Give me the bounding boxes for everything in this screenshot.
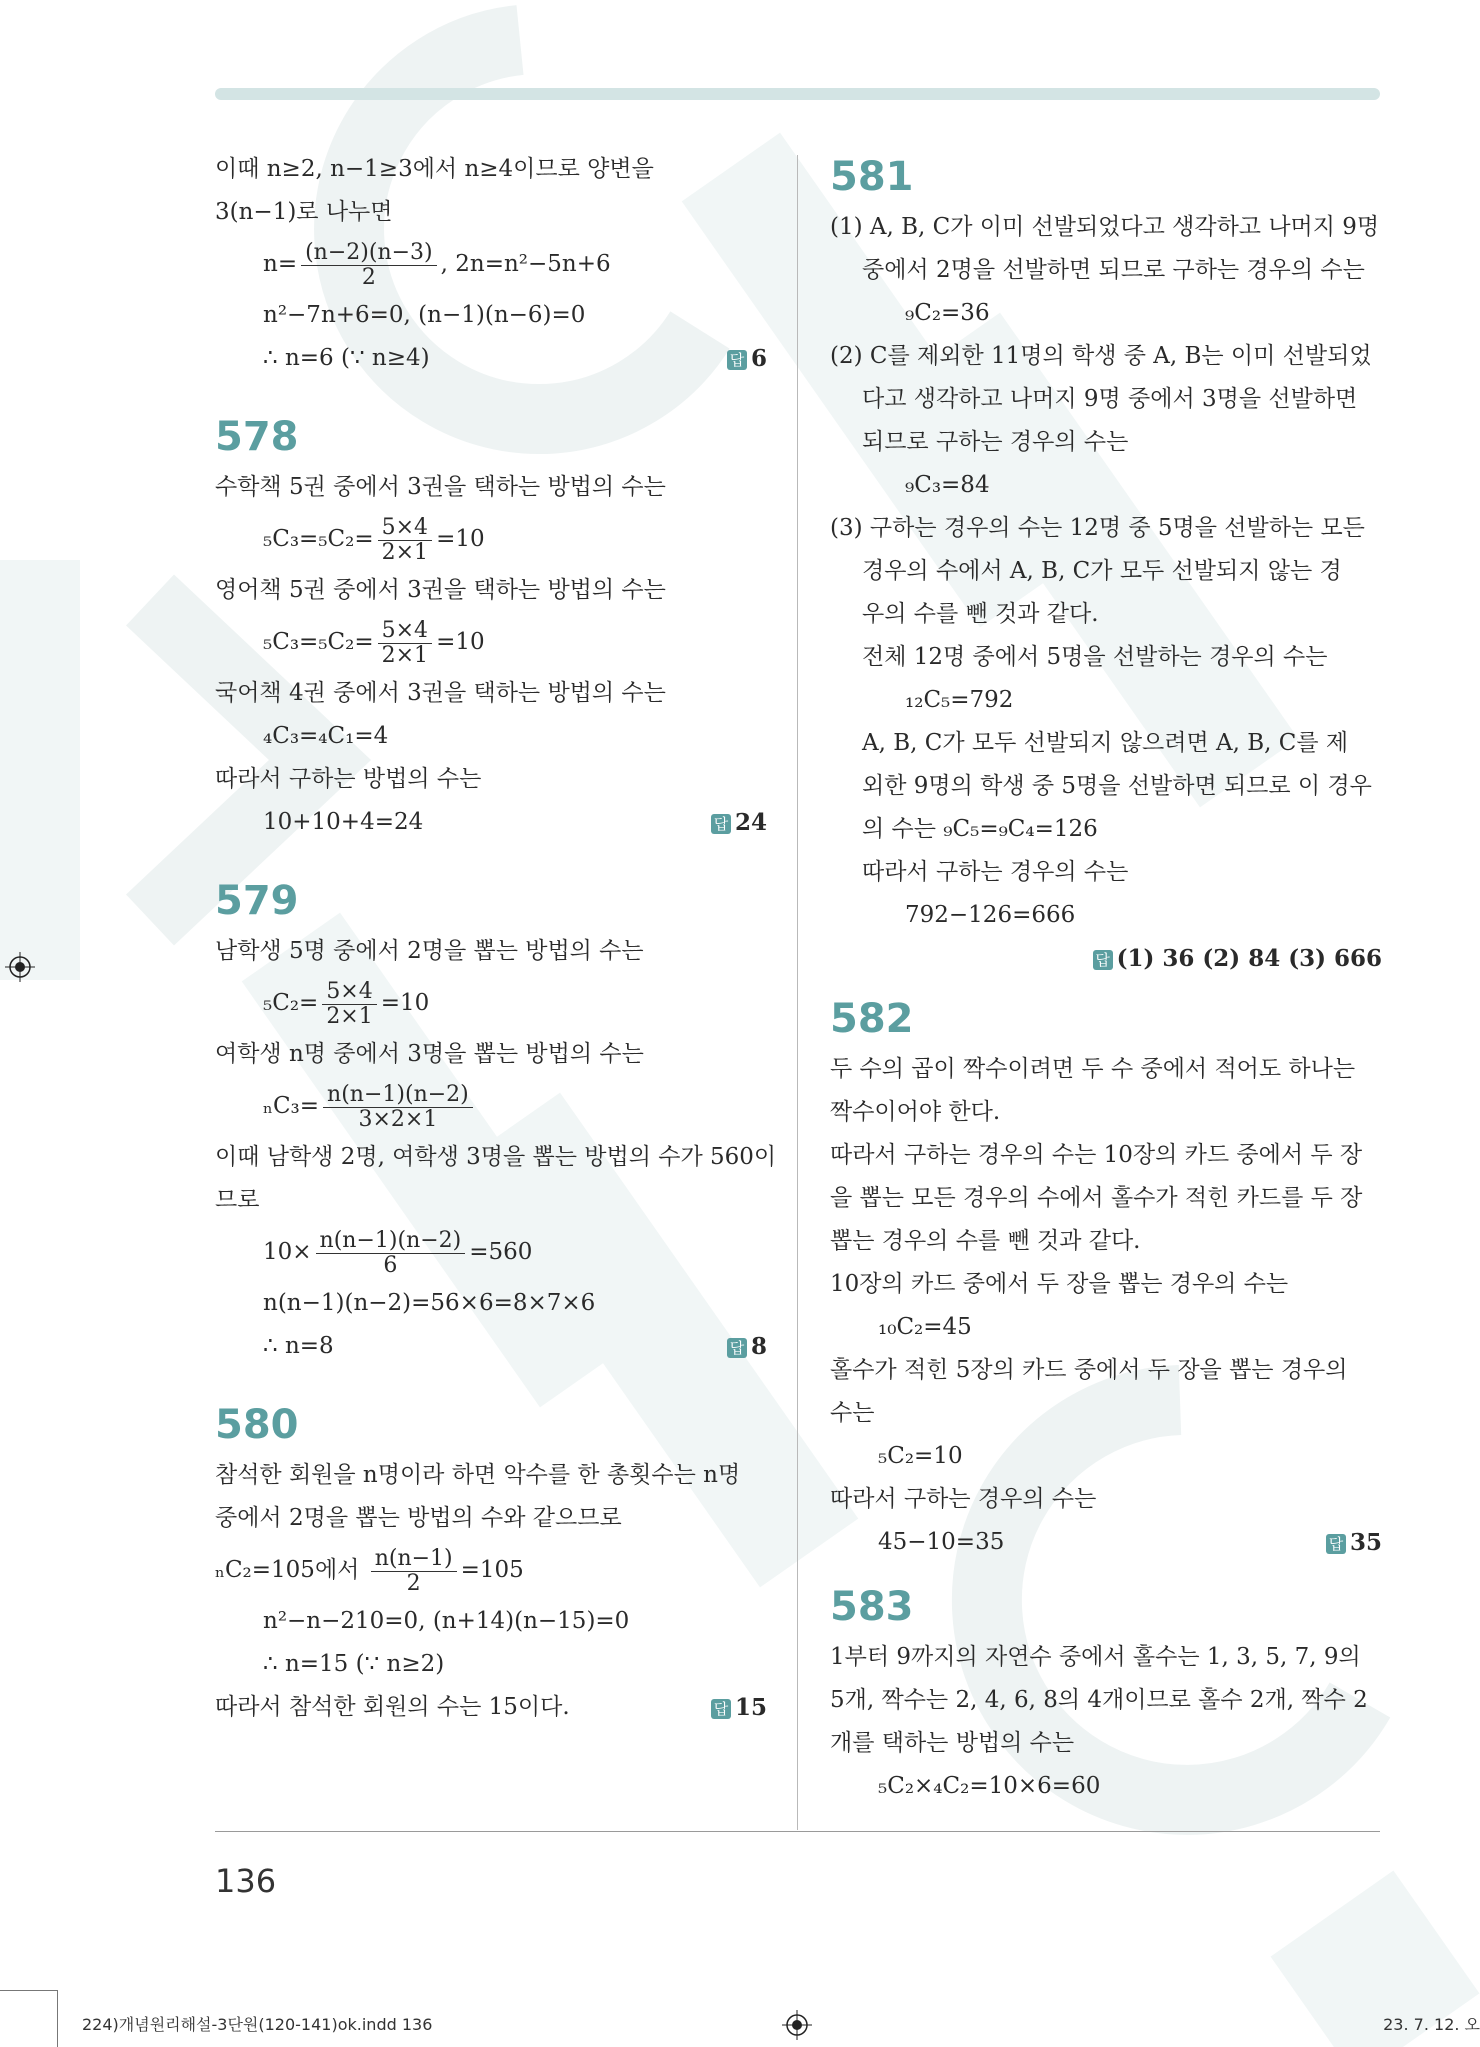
eq-part: ₙC₃=	[263, 1093, 320, 1119]
answer	[727, 337, 767, 380]
text-line: 을 뽑는 모든 경우의 수에서 홀수가 적힌 카드를 두 장	[830, 1185, 1363, 1211]
fraction	[322, 980, 376, 1027]
eq-part: ₙC₂=105에서	[215, 1557, 367, 1583]
numerator: n(n−1)	[371, 1547, 457, 1571]
equation	[215, 1325, 767, 1368]
text-line: 5개, 짝수는 2, 4, 6, 8의 4개이므로 홀수 2개, 짝수 2	[830, 1687, 1368, 1713]
problem-number: 581	[830, 154, 914, 200]
eq-text: ∴ n=6 (∵ n≥4)	[263, 345, 430, 371]
answer	[1326, 1521, 1382, 1564]
crop-mark	[0, 1990, 57, 1991]
eq-part: =105	[460, 1557, 524, 1583]
text-line: 두 수의 곱이 짝수이려면 두 수 중에서 적어도 하나는	[830, 1056, 1356, 1082]
equation: ₉C₂=36	[905, 300, 990, 326]
text-line: 수학책 5권 중에서 3권을 택하는 방법의 수는	[215, 474, 666, 500]
text-line: 므로	[215, 1187, 260, 1213]
fraction	[323, 1083, 473, 1130]
problem-number: 579	[215, 878, 299, 924]
text-line: 전체 12명 중에서 5명을 선발하는 경우의 수는	[862, 644, 1328, 670]
numerator: (n−2)(n−3)	[301, 241, 437, 265]
fraction	[301, 241, 437, 288]
bottom-rule	[215, 1831, 1380, 1832]
equation: n²−7n+6=0, (n−1)(n−6)=0	[263, 302, 586, 328]
fraction	[378, 619, 432, 666]
problem-number: 582	[830, 996, 914, 1042]
fraction	[316, 1229, 466, 1276]
text-line: 의 수는 ₉C₅=₉C₄=126	[862, 816, 1098, 842]
equation	[830, 1521, 1382, 1564]
numerator: 5×4	[378, 516, 432, 540]
answer	[711, 801, 767, 844]
equation	[215, 612, 767, 672]
equation: ₁₀C₂=45	[878, 1314, 972, 1340]
answer-mark-icon: 답	[727, 1338, 747, 1358]
text-line: 이때 n≥2, n−1≥3에서 n≥4이므로 양변을	[215, 156, 654, 182]
denominator: 2	[361, 264, 376, 290]
equation	[215, 234, 767, 294]
fraction	[378, 516, 432, 563]
equation: ∴ n=15 (∵ n≥2)	[263, 1651, 445, 1677]
column-divider	[797, 155, 798, 1830]
answer	[830, 937, 1382, 980]
eq-part: n=	[263, 251, 298, 277]
equation	[215, 1222, 767, 1282]
footer-filename: 224)개념원리해설-3단원(120-141)ok.indd 136	[82, 2015, 433, 2034]
eq-text: 따라서 참석한 회원의 수는 15이다.	[215, 1694, 570, 1720]
answer-value: (1) 36 (2) 84 (3) 666	[1116, 945, 1382, 972]
text-line: (3) 구하는 경우의 수는 12명 중 5명을 선발하는 모든	[830, 515, 1365, 541]
eq-text: ∴ n=8	[263, 1333, 334, 1359]
text-line: 중에서 2명을 선발하면 되므로 구하는 경우의 수는	[862, 257, 1365, 283]
equation: ₄C₃=₄C₁=4	[263, 723, 389, 749]
eq-part: =10	[436, 526, 485, 552]
answer-value: 8	[750, 1333, 767, 1360]
text-line: 다고 생각하고 나머지 9명 중에서 3명을 선발하면	[862, 386, 1358, 412]
denominator: 2	[406, 1570, 421, 1596]
equation: n(n−1)(n−2)=56×6=8×7×6	[263, 1290, 596, 1316]
equation	[215, 1540, 767, 1600]
equation	[215, 337, 767, 380]
eq-part: =560	[469, 1239, 533, 1265]
text-line: 개를 택하는 방법의 수는	[830, 1730, 1075, 1756]
equation: 792−126=666	[905, 902, 1076, 928]
text-line: 1부터 9까지의 자연수 중에서 홀수는 1, 3, 5, 7, 9의	[830, 1644, 1361, 1670]
denominator: 2×1	[381, 642, 429, 668]
fraction	[371, 1547, 457, 1594]
equation	[215, 1076, 767, 1136]
text-line	[215, 1686, 767, 1729]
problem-number: 583	[830, 1584, 914, 1630]
eq-part: ₅C₃=₅C₂=	[263, 526, 374, 552]
text-line: 따라서 구하는 경우의 수는	[830, 1486, 1097, 1512]
answer-value: 35	[1349, 1529, 1382, 1556]
text-line: 홀수가 적힌 5장의 카드 중에서 두 장을 뽑는 경우의	[830, 1357, 1348, 1383]
text-line: 따라서 구하는 경우의 수는	[862, 859, 1129, 885]
answer-value: 15	[734, 1694, 767, 1721]
text-line: 따라서 구하는 방법의 수는	[215, 766, 482, 792]
registration-mark-icon	[782, 2010, 812, 2040]
registration-mark-icon	[5, 952, 35, 982]
text-line: A, B, C가 모두 선발되지 않으려면 A, B, C를 제	[862, 730, 1349, 756]
text-line: 뽑는 경우의 수를 뺀 것과 같다.	[830, 1228, 1141, 1254]
text-line: 여학생 n명 중에서 3명을 뽑는 방법의 수는	[215, 1041, 644, 1067]
right-column	[830, 148, 1382, 1808]
text-line: 우의 수를 뺀 것과 같다.	[862, 601, 1099, 627]
eq-part: ₅C₃=₅C₂=	[263, 629, 374, 655]
answer-mark-icon: 답	[711, 814, 731, 834]
footer-date: 23. 7. 12. 오	[1383, 2015, 1480, 2034]
text-line: 경우의 수에서 A, B, C가 모두 선발되지 않는 경	[862, 558, 1342, 584]
eq-part: =10	[436, 629, 485, 655]
crop-mark	[57, 1990, 58, 2047]
numerator: n(n−1)(n−2)	[316, 1229, 466, 1253]
text-line: 남학생 5명 중에서 2명을 뽑는 방법의 수는	[215, 938, 644, 964]
page-number: 136	[215, 1862, 277, 1900]
denominator: 6	[383, 1252, 398, 1278]
numerator: n(n−1)(n−2)	[323, 1083, 473, 1107]
text-line: 10장의 카드 중에서 두 장을 뽑는 경우의 수는	[830, 1271, 1289, 1297]
problem-number: 580	[215, 1402, 299, 1448]
text-line: (2) C를 제외한 11명의 학생 중 A, B는 이미 선발되었	[830, 343, 1372, 369]
equation: ₅C₂×₄C₂=10×6=60	[878, 1773, 1101, 1799]
text-line: 되므로 구하는 경우의 수는	[862, 429, 1129, 455]
text-line: 국어책 4권 중에서 3권을 택하는 방법의 수는	[215, 680, 666, 706]
text-line: 이때 남학생 2명, 여학생 3명을 뽑는 방법의 수가 560이	[215, 1144, 777, 1170]
answer-mark-icon: 답	[1326, 1534, 1346, 1554]
denominator: 2×1	[326, 1003, 373, 1029]
text-line: 3(n−1)로 나누면	[215, 199, 393, 225]
text-line: 따라서 구하는 경우의 수는 10장의 카드 중에서 두 장	[830, 1142, 1363, 1168]
answer	[727, 1325, 767, 1368]
text-line: 참석한 회원을 n명이라 하면 악수를 한 총횟수는 n명	[215, 1462, 741, 1488]
top-decor-bar	[215, 88, 1380, 100]
eq-text: 45−10=35	[878, 1529, 1005, 1555]
numerator: 5×4	[322, 980, 376, 1004]
answer-value: 24	[734, 809, 767, 836]
answer-value: 6	[750, 345, 767, 372]
denominator: 2×1	[381, 539, 429, 565]
answer	[711, 1686, 767, 1729]
eq-part: 10×	[263, 1239, 312, 1265]
equation: ₁₂C₅=792	[905, 687, 1014, 713]
text-line: 짝수이어야 한다.	[830, 1099, 1001, 1125]
text-line: 중에서 2명을 뽑는 방법의 수와 같으므로	[215, 1505, 622, 1531]
equation	[215, 509, 767, 569]
left-column	[215, 148, 777, 1729]
text-line: 수는	[830, 1400, 875, 1426]
equation	[215, 801, 767, 844]
problem-number: 578	[215, 414, 299, 460]
answer-mark-icon: 답	[727, 350, 747, 370]
eq-part: =10	[380, 990, 430, 1016]
answer-mark-icon: 답	[1093, 950, 1113, 970]
denominator: 3×2×1	[358, 1106, 438, 1132]
numerator: 5×4	[378, 619, 432, 643]
equation: n²−n−210=0, (n+14)(n−15)=0	[263, 1608, 630, 1634]
equation: ₉C₃=84	[905, 472, 990, 498]
eq-part: ₅C₂=	[263, 990, 319, 1016]
text-line: 외한 9명의 학생 중 5명을 선발하면 되므로 이 경우	[862, 773, 1372, 799]
eq-part: , 2n=n²−5n+6	[440, 251, 611, 277]
equation: ₅C₂=10	[878, 1443, 963, 1469]
equation	[215, 973, 767, 1033]
answer-mark-icon: 답	[711, 1699, 731, 1719]
eq-text: 10+10+4=24	[263, 809, 424, 835]
text-line: (1) A, B, C가 이미 선발되었다고 생각하고 나머지 9명	[830, 214, 1380, 240]
text-line: 영어책 5권 중에서 3권을 택하는 방법의 수는	[215, 577, 666, 603]
